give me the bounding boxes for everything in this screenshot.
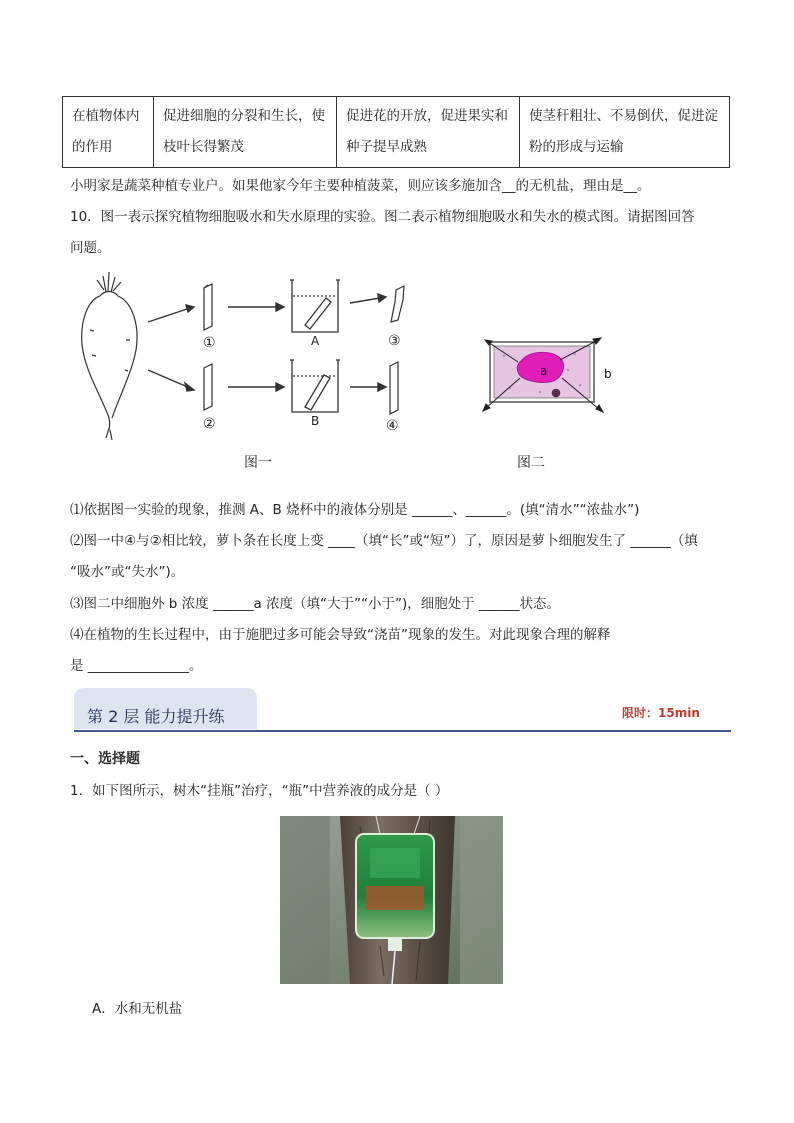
beaker-b [290,360,340,412]
nucleus [552,389,560,397]
table-cell-potassium: 使茎秆粗壮、不易倒伏，促进淀 粉的形成与运输 [520,97,730,168]
figure-1-caption: 图一 [244,455,272,471]
label-b-fig2: b [604,367,612,381]
figure-2-caption: 图二 [517,455,545,471]
q10-sub4-line2: 是 _______________。 [70,658,203,674]
nutrient-table [62,96,730,168]
table-row [63,97,730,168]
label-circle-1: ① [203,335,216,351]
q10-sub2-line1: ⑵图一中④与②相比较，萝卜条在长度上变 ____（填“长”或“短”）了，原因是萝卜细胞发生了 ______（填 [70,533,698,549]
q9-tail-text: 小明家是蔬菜种植专业户。如果他家今年主要种植菠菜，则应该多施加含__的无机盐，理由是__。 [70,178,651,194]
tree-iv-bag-image [280,816,503,984]
figure-1-experiment [70,270,430,445]
radish-strip-3 [391,286,404,322]
q10-sub2-line2: “吸水”或“失水”)。 [70,564,185,580]
tree-iv-bag-photo [280,816,503,984]
section-title: 一、选择题 [70,751,140,767]
radish-strip-4 [390,362,398,414]
label-a: A [311,334,320,348]
table-row-label: 在植物体内 的作用 [63,97,154,168]
beaker-a [290,280,340,332]
radish-illustration [82,272,137,440]
layer-title: 第 2 层 能力提升练 [87,707,225,726]
q10-stem-line1: 10．图一表示探究植物细胞吸水和失水原理的实验。图二表示植物细胞吸水和失水的模式图。请据图回答 [70,209,695,225]
section-divider [74,730,731,732]
q10-sub1: ⑴依据图一实验的现象，推测 A、B 烧杯中的液体分别是 ______、______。(填“清水”“浓盐水”) [70,502,640,518]
option-a[interactable]: A．水和无机盐 [92,1001,183,1017]
label-circle-2: ② [203,416,216,432]
q10-stem-line2: 问题。 [70,240,111,256]
label-circle-4: ④ [386,418,399,434]
q10-sub4-line1: ⑷在植物的生长过程中，由于施肥过多可能会导致“浇苗”现象的发生。对此现象合理的解释 [70,627,611,643]
table-cell-phosphorus: 促进花的开放，促进果实和 种子提早成熟 [337,97,520,168]
q1-stem: 1．如下图所示，树木“挂瓶”治疗，“瓶”中营养液的成分是（ ） [70,783,449,799]
label-a-fig2: a [540,364,548,378]
radish-strip-1 [204,284,212,330]
label-b: B [311,414,320,428]
time-limit: 限时：15min [622,706,700,720]
radish-strip-2 [204,364,212,410]
label-circle-3: ③ [388,333,401,349]
q10-sub3: ⑶图二中细胞外 b 浓度 ______a 浓度（填“大于”“小于”)，细胞处于 ______状态。 [70,596,561,612]
figure-2-cell-model [480,330,620,420]
table-cell-nitrogen: 促进细胞的分裂和生长，使 枝叶长得繁茂 [154,97,337,168]
